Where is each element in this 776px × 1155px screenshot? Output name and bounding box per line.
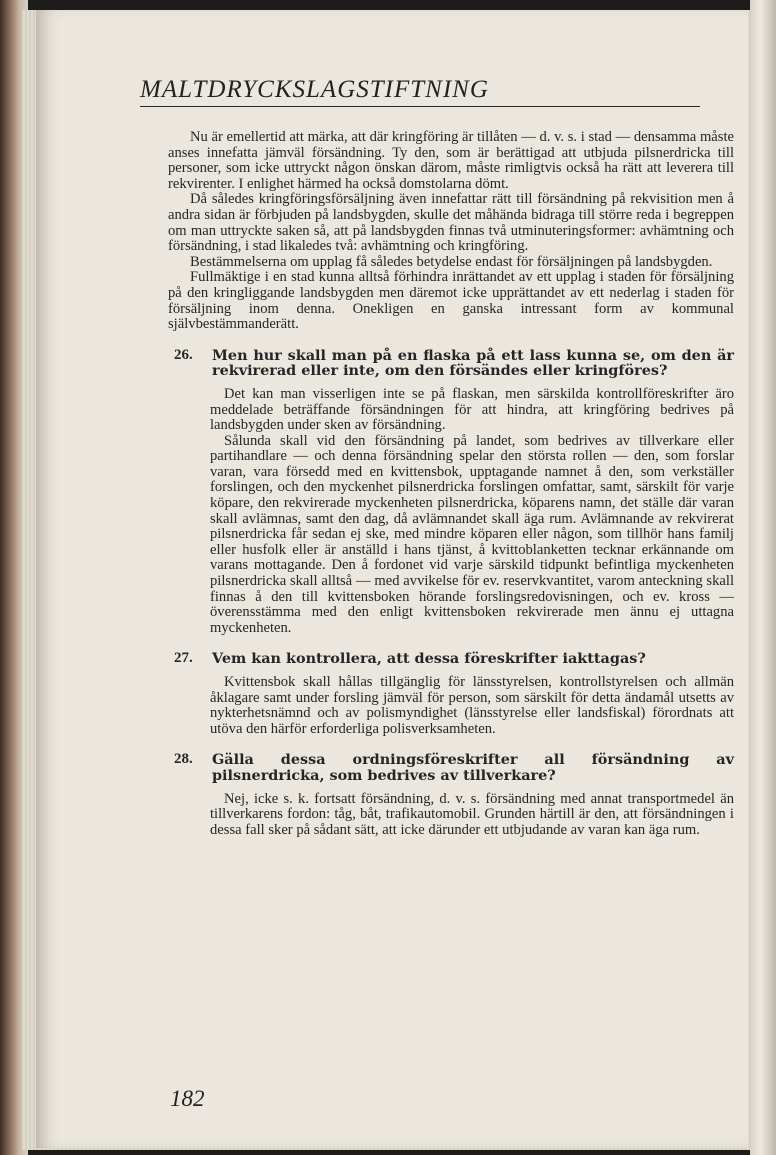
question-text: Men hur skall man på en flaska på ett lass kunna se, om den är rekvirerad eller inte, om den försändes eller kringföres? [212,346,734,380]
question-text: Vem kan kontrollera, att dessa föreskrifter iakttagas? [212,650,646,668]
paragraph: Det kan man visserligen inte se på flaskan, men särskilda kontrollföreskrifter äro meddelade beträffande försändningen för att hindra, att kringföring bedrives på landsbygden under sken av försändning. [210,385,734,434]
paragraph: Nej, icke s. k. fortsatt försändning, d. v. s. försändning med annat transportmedel än tillverkarens fordon: tåg, båt, trafikautomobil. Grunden härtill är den, att försändningen i dessa fall sker på sådant sätt, att icke därunder ett utbjudande av varan kan äga rum. [210,790,734,838]
answer-27 [168,675,734,737]
paragraph: Nu är emellertid att märka, att där kringföring är tillåten — d. v. s. i stad — densamma måste anses innefatta jämväl försändning. Ty den, som är berättigad att utbjuda pilsnerdricka till personer, som icke uttryckt någon önskan därom, måste rimligtvis också ha rätt att leverera till rekvirenter. I enlighet härmed ha också domstolarna dömt. [168,129,734,192]
paragraph: Bestämmelserna om upplag få således betydelse endast för försäljningen på landsbygden. [190,253,713,270]
page-number: 182 [170,1086,205,1111]
question-number: 28. [174,751,193,768]
paragraph: Kvittensbok skall hållas tillgänglig för länsstyrelsen, kontrollstyrelsen och allmän åklagare samt under forsling jämväl för person, som särskilt för detta ändamål utsetts av nykterhetsnämnd och av polismyndighet (länsstyrelse eller landsfiskal) förordnats att utöva den härför erforderliga polisverksamheten. [210,674,734,737]
answer-28 [168,792,734,839]
answer-26 [168,387,734,637]
paragraph: Då således kringföringsförsäljning även innefattar rätt till försändning på rekvisition men å andra sidan är förbjuden på landsbygden, skulle det måhända bidraga till större reda i begreppen om man uttryckte saken så, att på landsbygden finnas två utminuteringsformer: avhämtning och försändning, i stad likaledes två: avhämtning och kringföring. [168,191,734,255]
paragraph: Sålunda skall vid den försändning på landet, som bedrives av tillverkare eller partihandlare — och denna försändning spelar den största rollen — den, som forslar varan, vara försedd med en kvittensbok, upptagande namnet å den, som verkställer forslingen, och den myckenhet pilsnerdricka forslingen omfattar, samt, särskilt för varje köpare, den rekvirerade myckenheten pilsnerdricka, köparens namn, det ställe där varan skall avlämnas, samt den dag, då avlämnandet skall äga rum. Avlämnande av rekvirerat pilsnerdricka får sedan ej ske, med mindre köparen eller någon, som tillhör hans familj eller husfolk eller är anställd i hans tjänst, å kvittoblanketten tecknar erkännande om varans mottagande. Den å fordonet vid varje särskild tidpunkt befintliga myckenheten pilsnerdricka skall alltså — med avvikelse för ev. reservkvantitet, varom anteckning skall finnas å den till kvittensboken hörande forslingsredovisningen, och ev. kross — överensstämma med den enligt kvittensboken rekvirerade men ännu ej uttagna myckenheten. [210,432,734,636]
question-number: 27. [174,650,193,667]
question-number: 26. [174,346,193,363]
running-header [140,76,700,107]
next-page-edge [750,0,776,1155]
question-28 [168,752,734,783]
question-27 [168,651,734,667]
question-26 [168,348,734,379]
page-body [168,130,734,838]
paragraph: Fullmäktige i en stad kunna alltså förhindra inrättandet av ett upplag i staden för försäljning på den kringliggande landsbygden men däremot icke upprättandet av ett nederlag i staden för försäljning inom denna. Onekligen en ganska intressant form av kommunal självbestämmanderätt. [168,269,734,333]
header-title: MALTDRYCKSLAGSTIFTNING [140,76,489,103]
question-text: Gälla dessa ordningsföreskrifter all försändning av pilsnerdricka, som bedrives av tillverkare? [212,751,734,784]
